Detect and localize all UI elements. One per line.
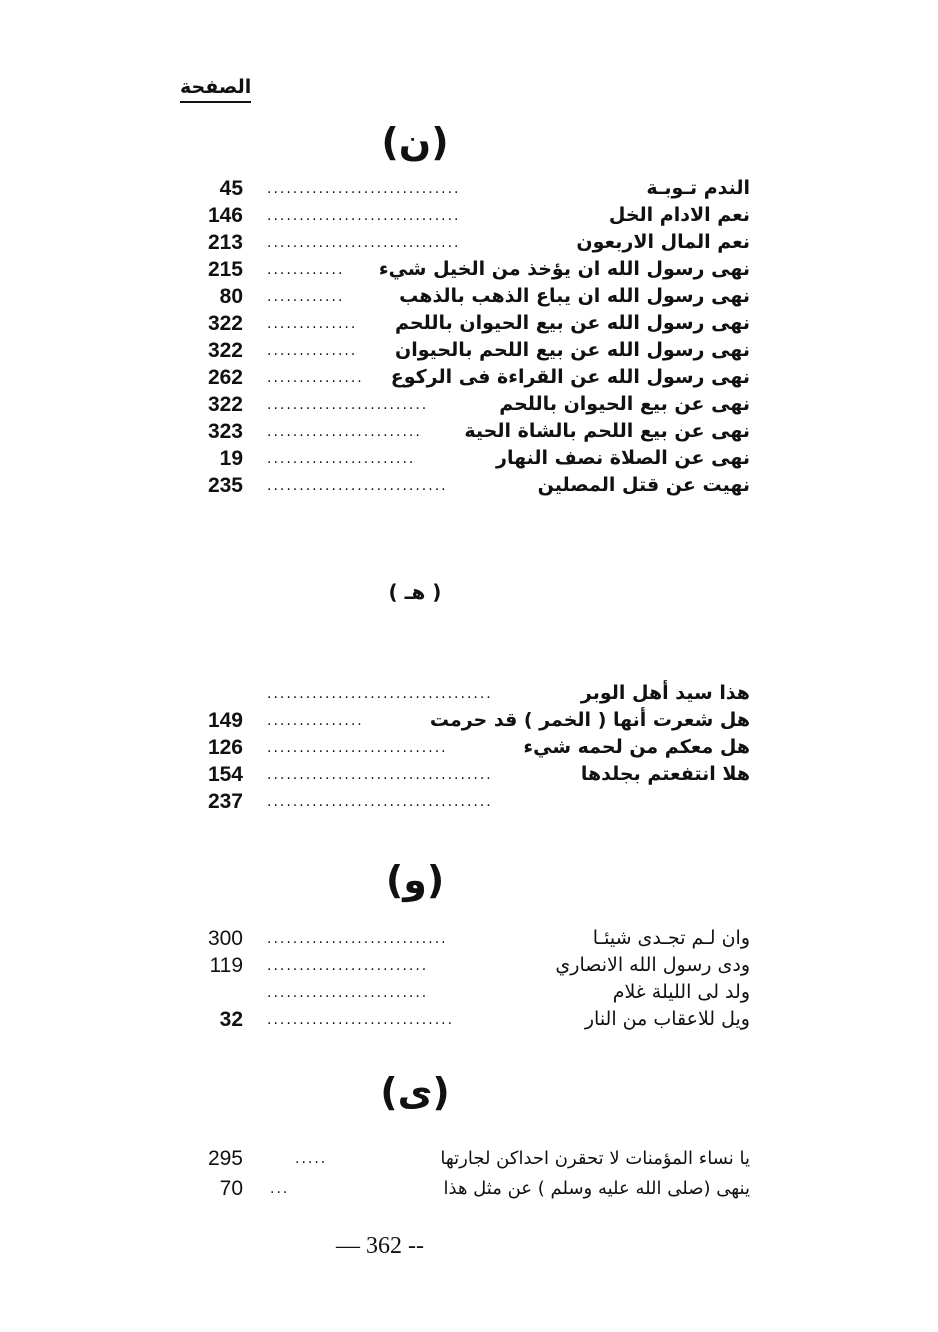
index-entry — [195, 1145, 750, 1175]
entry-page: 213 — [207, 231, 243, 254]
leader-dots: ......................... — [267, 398, 429, 412]
leader-dots: ............... — [267, 371, 364, 385]
leader-dots: ............... — [267, 714, 364, 728]
section-waw-entries — [195, 925, 750, 1033]
section-letter-ya: (ى) — [380, 1070, 450, 1114]
entry-title: نهى رسول الله عن القراءة فى الركوع — [390, 366, 750, 388]
leader-dots: ............ — [267, 263, 345, 277]
leader-dots: ............................. — [267, 1013, 455, 1027]
leader-dots: ........................ — [267, 425, 422, 439]
section-ya-entries — [195, 1145, 750, 1205]
page-number: — 362 -- — [336, 1233, 424, 1259]
entry-page: 322 — [207, 393, 243, 416]
entry-page: 300 — [207, 927, 243, 950]
entry-title: يا نساء المؤمنات لا تحقرن احداكن لجارتها — [440, 1148, 750, 1169]
entry-title: نهى عن بيع اللحم بالشاة الحية — [464, 420, 750, 442]
section-ha-entries — [195, 680, 750, 815]
entry-page: 70 — [219, 1177, 243, 1200]
entry-page: 45 — [219, 177, 243, 200]
leader-dots: ................................... — [267, 768, 493, 782]
entry-page: 119 — [209, 954, 243, 977]
entry-page: 215 — [207, 258, 243, 281]
entry-title: نهيت عن قتل المصلين — [537, 474, 750, 496]
leader-dots: ............................ — [267, 479, 448, 493]
entry-title: نعم الادام الخل — [608, 204, 750, 226]
index-entry — [195, 283, 750, 310]
entry-page: 262 — [207, 366, 243, 389]
entry-page: 295 — [207, 1147, 243, 1170]
index-entry — [195, 229, 750, 256]
leader-dots: ....................... — [267, 452, 416, 466]
entry-title: نهى عن بيع الحيوان باللحم — [499, 393, 750, 415]
entry-page: 237 — [207, 790, 243, 813]
index-entry — [195, 175, 750, 202]
index-entry — [195, 202, 750, 229]
entry-page: 126 — [207, 736, 243, 759]
index-entry — [195, 310, 750, 337]
entry-title: ولد لى الليلة غلام — [612, 981, 750, 1003]
section-letter-nun: (ن) — [381, 120, 449, 164]
leader-dots: ............................ — [267, 932, 448, 946]
entry-title: وان لـم تجـدى شيئـا — [592, 927, 750, 949]
leader-dots: ..... — [295, 1152, 328, 1166]
entry-title: هذا سيد أهل الوبر — [580, 682, 750, 704]
leader-dots: ................................... — [267, 795, 493, 809]
entry-title: ويل للاعقاب من النار — [584, 1008, 750, 1030]
entry-title: نعم المال الاربعون — [576, 231, 750, 253]
leader-dots: ................................... — [267, 687, 493, 701]
index-entry — [195, 1175, 750, 1205]
entry-page: 146 — [207, 204, 243, 227]
index-entry — [195, 952, 750, 979]
entry-page: 322 — [207, 312, 243, 335]
leader-dots: ... — [270, 1182, 290, 1196]
leader-dots: ............ — [267, 290, 345, 304]
entry-title: نهى رسول الله ان يباع الذهب بالذهب — [399, 285, 750, 307]
leader-dots: ............................ — [267, 741, 448, 755]
index-entry — [195, 472, 750, 499]
entry-page: 19 — [219, 447, 243, 470]
index-entry — [195, 979, 750, 1006]
entry-page: 154 — [207, 763, 243, 786]
index-entry — [195, 364, 750, 391]
entry-title: هل شعرت أنها ( الخمر ) قد حرمت — [429, 709, 750, 731]
index-entry — [195, 418, 750, 445]
entry-page: 322 — [207, 339, 243, 362]
entry-page: 80 — [219, 285, 243, 308]
leader-dots: .............. — [267, 317, 358, 331]
entry-title: نهى عن الصلاة نصف النهار — [496, 447, 750, 469]
entry-title: نهى رسول الله عن بيع اللحم بالحيوان — [395, 339, 750, 361]
entry-title: الندم تـوبـة — [646, 177, 750, 199]
index-entry — [195, 788, 750, 815]
index-entry — [195, 1006, 750, 1033]
index-entry — [195, 925, 750, 952]
index-entry — [195, 256, 750, 283]
entry-page: 323 — [207, 420, 243, 443]
leader-dots: .............................. — [267, 209, 461, 223]
entry-title: هلا انتفعتم بجلدها — [580, 763, 750, 785]
entry-title: نهى رسول الله ان يؤخذ من الخيل شيء — [378, 258, 750, 280]
index-entry — [195, 445, 750, 472]
entry-page: 149 — [207, 709, 243, 732]
leader-dots: .............................. — [267, 236, 461, 250]
index-entry — [195, 734, 750, 761]
index-entry — [195, 391, 750, 418]
index-entry — [195, 707, 750, 734]
index-entry — [195, 761, 750, 788]
leader-dots: ......................... — [267, 986, 429, 1000]
index-entry — [195, 337, 750, 364]
section-nun-entries — [195, 175, 750, 499]
index-entry — [195, 680, 750, 707]
section-letter-ha: ( هـ ) — [388, 580, 442, 604]
leader-dots: .............. — [267, 344, 358, 358]
entry-title: ينهى (صلى الله عليه وسلم ) عن مثل هذا — [443, 1178, 750, 1199]
entry-title: نهى رسول الله عن بيع الحيوان باللحم — [395, 312, 750, 334]
section-letter-waw: (و) — [385, 858, 445, 902]
leader-dots: .............................. — [267, 182, 461, 196]
page-column-heading: الصفحة — [180, 76, 251, 103]
entry-page: 235 — [207, 474, 243, 497]
entry-title: هل معكم من لحمه شيء — [523, 736, 750, 758]
entry-title: ودى رسول الله الانصاري — [555, 954, 750, 976]
entry-page: 32 — [219, 1008, 243, 1031]
leader-dots: ......................... — [267, 959, 429, 973]
